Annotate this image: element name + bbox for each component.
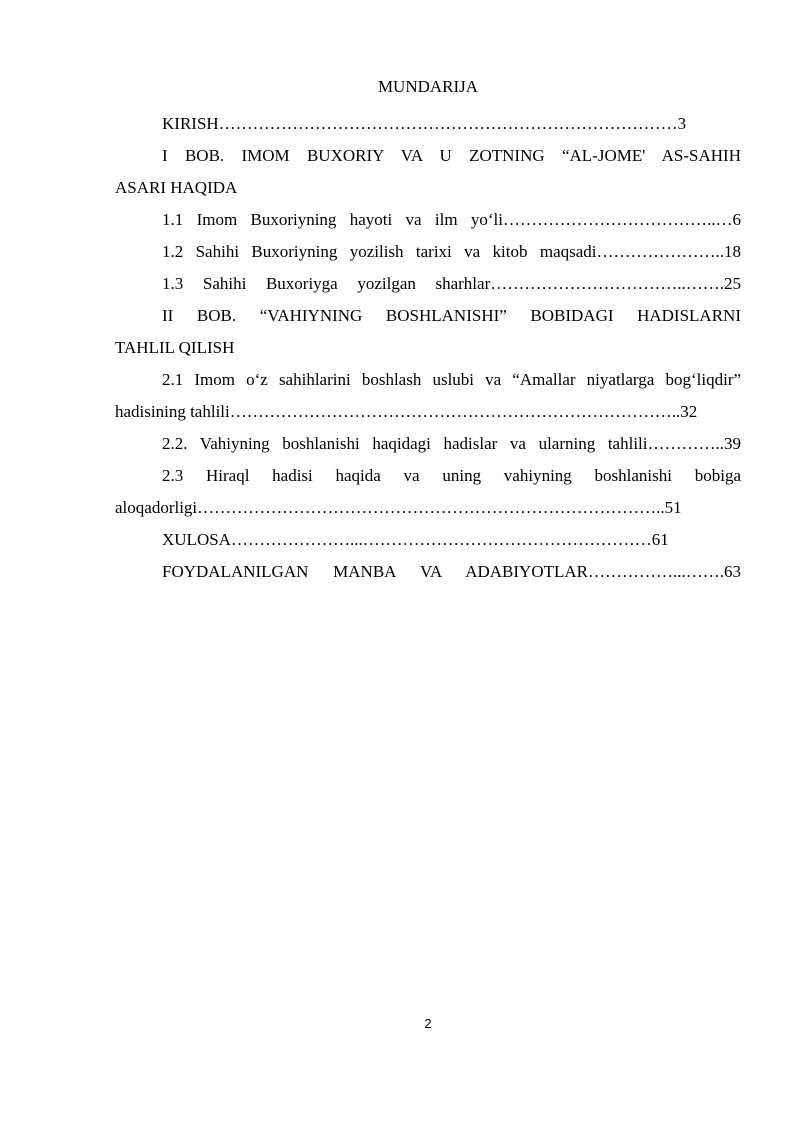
- toc-entry-line2: hadisining tahlili……………………………………………………………………..32: [115, 402, 698, 421]
- toc-entry-text: 1.1 Imom Buxoriyning hayoti va ilm yo‘li………………………………..…6: [162, 210, 741, 229]
- toc-entry-text: FOYDALANILGAN MANBA VA ADABIYOTLAR……………...…….63: [162, 562, 741, 581]
- toc-entry-text: 1.2 Sahihi Buxoriyning yozilish tarixi va kitob maqsadi…………………..18: [162, 242, 741, 261]
- toc-entry-line1: 2.1 Imom o‘z sahihlarini boshlash uslubi va “Amallar niyatlarga bog‘liqdir”: [162, 370, 741, 389]
- toc-entry-chapter-1[interactable]: [115, 140, 741, 204]
- toc-entry-2-3[interactable]: [115, 460, 741, 524]
- toc-title: MUNDARIJA: [377, 77, 479, 96]
- toc-entry-line1: I BOB. IMOM BUXORIY VA U ZOTNING “AL-JOME' AS-SAHIH: [162, 146, 741, 165]
- toc-entry-2-1[interactable]: [115, 364, 741, 428]
- toc-entry-bibliography[interactable]: [115, 556, 741, 588]
- toc-entry-line2: TAHLIL QILISH: [115, 338, 235, 357]
- toc-entry-line2: aloqadorligi………………………………………………………………………..51: [115, 498, 682, 517]
- toc-entry-text: 2.2. Vahiyning boshlanishi haqidagi hadislar va ularning tahlili…………..39: [162, 434, 741, 453]
- toc-entry-text: XULOSA…………………...……………………………………………61: [162, 530, 669, 549]
- page-number: 2: [424, 1016, 432, 1031]
- table-of-contents: [115, 108, 741, 588]
- toc-entry-2-2[interactable]: [115, 428, 741, 460]
- toc-entry-text: KIRISH………………………………………………………………………3: [162, 114, 687, 133]
- toc-entry-1-1[interactable]: [115, 204, 741, 236]
- toc-entry-1-3[interactable]: [115, 268, 741, 300]
- toc-entry-xulosa[interactable]: [115, 524, 741, 556]
- toc-entry-line1: 2.3 Hiraql hadisi haqida va uning vahiyning boshlanishi bobiga: [162, 466, 741, 485]
- toc-entry-line2: ASARI HAQIDA: [115, 178, 238, 197]
- toc-entry-line1: II BOB. “VAHIYNING BOSHLANISHI” BOBIDAGI HADISLARNI: [162, 306, 741, 325]
- toc-entry-chapter-2[interactable]: [115, 300, 741, 364]
- toc-entry-kirish[interactable]: [115, 108, 741, 140]
- toc-entry-1-2[interactable]: [115, 236, 741, 268]
- toc-entry-text: 1.3 Sahihi Buxoriyga yozilgan sharhlar……………………………..…….25: [162, 274, 741, 293]
